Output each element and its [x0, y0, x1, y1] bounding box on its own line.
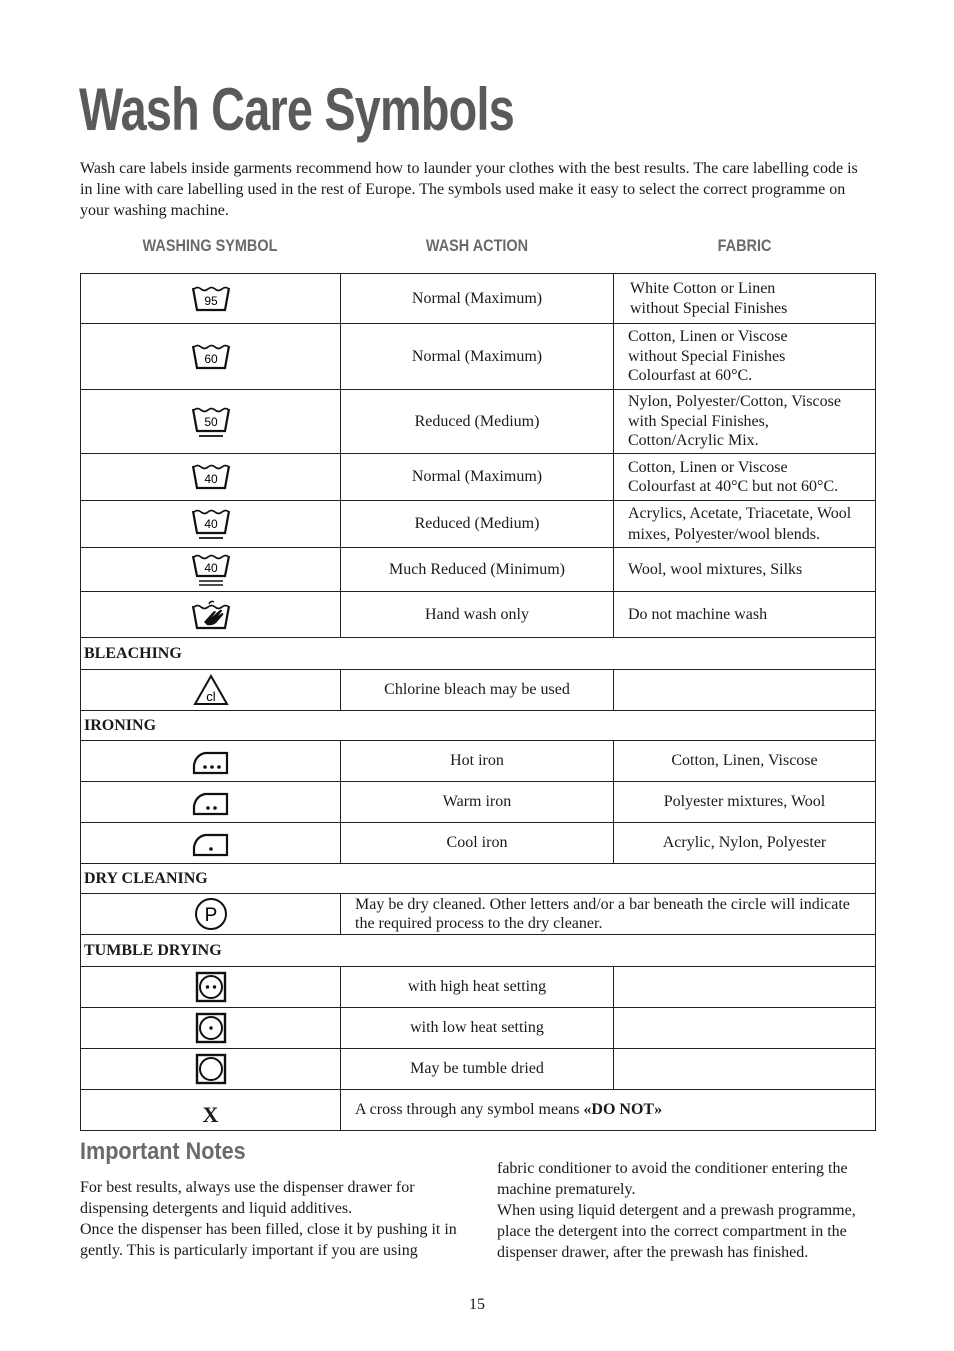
- section-label: BLEACHING: [81, 638, 876, 670]
- note-paragraph: For best results, always use the dispenser drawer for dispensing detergents and liquid additives.: [80, 1179, 415, 1217]
- wash-tub-60-icon: [191, 342, 231, 372]
- svg-text:60: 60: [203, 351, 218, 366]
- table-row: [81, 454, 876, 501]
- symbol-cell: [81, 592, 341, 638]
- section-label: TUMBLE DRYING: [81, 935, 876, 967]
- table-row: [81, 548, 876, 592]
- action-cell: Reduced (Medium): [341, 390, 614, 454]
- svg-text:40: 40: [203, 560, 218, 575]
- action-cell: May be tumble dried: [341, 1049, 614, 1090]
- notes-right-column: [497, 1158, 882, 1263]
- table-row: [81, 324, 876, 390]
- symbol-cell: [81, 454, 341, 501]
- symbol-cell: [81, 274, 341, 324]
- wash-tub-40-double-bar-icon: [191, 552, 231, 588]
- symbol-cell: [81, 670, 341, 711]
- chlorine-bleach-icon: [193, 674, 229, 706]
- table-row: [81, 1090, 876, 1131]
- iron-three-dots-icon: [191, 745, 231, 777]
- table-row: [81, 741, 876, 782]
- dry-clean-p-icon: [193, 897, 229, 931]
- symbol-cell: [81, 782, 341, 823]
- action-cell: Normal (Maximum): [341, 324, 614, 390]
- hand-wash-icon: [191, 598, 231, 632]
- iron-two-dots-icon: [191, 786, 231, 818]
- symbol-cell: [81, 1090, 341, 1131]
- cross-icon: X: [202, 1101, 219, 1127]
- section-row-tumble-drying: [81, 935, 876, 967]
- section-row-bleaching: [81, 638, 876, 670]
- svg-text:P: P: [204, 905, 217, 926]
- svg-text:50: 50: [203, 414, 218, 429]
- fabric-cell: White Cotton or Linen without Special Finishes: [614, 274, 876, 324]
- table-row: [81, 823, 876, 864]
- symbol-cell: [81, 741, 341, 782]
- table-row: [81, 1008, 876, 1049]
- action-cell: Reduced (Medium): [341, 501, 614, 548]
- fabric-cell: [614, 1049, 876, 1090]
- symbol-cell: [81, 501, 341, 548]
- tumble-dry-low-heat-icon: [195, 1012, 227, 1044]
- table-row: [81, 782, 876, 823]
- action-cell: Chlorine bleach may be used: [341, 670, 614, 711]
- fabric-cell: Do not machine wash: [614, 592, 876, 638]
- column-header-fabric: FABRIC: [717, 236, 772, 255]
- symbol-cell: [81, 390, 341, 454]
- action-cell: Normal (Maximum): [341, 274, 614, 324]
- section-row-ironing: [81, 711, 876, 741]
- cross-text: A cross through any symbol means «DO NOT»: [341, 1090, 876, 1131]
- section-label: DRY CLEANING: [81, 864, 876, 894]
- tumble-dry-high-heat-icon: [195, 971, 227, 1003]
- wash-tub-40-icon: [191, 462, 231, 492]
- dry-cleaning-text: May be dry cleaned. Other letters and/or a bar beneath the circle will indicate the required process to the dry cleaner.: [341, 894, 876, 935]
- fabric-cell: [614, 670, 876, 711]
- tumble-dry-icon: [195, 1053, 227, 1085]
- symbol-cell: [81, 1049, 341, 1090]
- fabric-cell: Wool, wool mixtures, Silks: [614, 548, 876, 592]
- fabric-cell: Cotton, Linen or Viscose without Special Finishes Colourfast at 60°C.: [614, 324, 876, 390]
- note-paragraph: fabric conditioner to avoid the conditioner entering the machine prematurely.: [497, 1160, 848, 1198]
- action-cell: Much Reduced (Minimum): [341, 548, 614, 592]
- symbol-cell: [81, 823, 341, 864]
- fabric-cell: Nylon, Polyester/Cotton, Viscose with Special Finishes, Cotton/Acrylic Mix.: [614, 390, 876, 454]
- svg-text:cl: cl: [205, 689, 216, 704]
- action-cell: Hot iron: [341, 741, 614, 782]
- symbol-cell: [81, 548, 341, 592]
- section-label: IRONING: [81, 711, 876, 741]
- care-symbols-table: [80, 273, 876, 1131]
- fabric-cell: Acrylic, Nylon, Polyester: [614, 823, 876, 864]
- table-row: [81, 390, 876, 454]
- table-row: [81, 1049, 876, 1090]
- symbol-cell: [81, 967, 341, 1008]
- table-row: [81, 592, 876, 638]
- fabric-cell: Cotton, Linen, Viscose: [614, 741, 876, 782]
- action-cell: Warm iron: [341, 782, 614, 823]
- table-row: [81, 274, 876, 324]
- iron-one-dot-icon: [191, 827, 231, 859]
- column-header-action: WASH ACTION: [425, 236, 529, 255]
- fabric-cell: Polyester mixtures, Wool: [614, 782, 876, 823]
- note-paragraph: When using liquid detergent and a prewash programme, place the detergent into the correct compartment in the dispenser drawer, after the prewash has finished.: [497, 1202, 856, 1261]
- action-cell: Cool iron: [341, 823, 614, 864]
- table-row: [81, 967, 876, 1008]
- notes-title: Important Notes: [80, 1138, 246, 1165]
- action-cell: with high heat setting: [341, 967, 614, 1008]
- action-cell: Normal (Maximum): [341, 454, 614, 501]
- note-paragraph: Once the dispenser has been filled, close it by pushing it in gently. This is particularly important if you are using: [80, 1221, 457, 1259]
- notes-left-column: [80, 1177, 465, 1261]
- intro-paragraph: Wash care labels inside garments recommend how to launder your clothes with the best results. The care labelling code is in line with care labelling used in the rest of Europe. The symbols used make it easy to select the correct programme on your washing machine.: [80, 160, 858, 219]
- section-row-dry-cleaning: [81, 864, 876, 894]
- column-header-symbol: WASHING SYMBOL: [142, 236, 278, 255]
- table-row: [81, 894, 876, 935]
- symbol-cell: [81, 894, 341, 935]
- wash-tub-40-bar-icon: [191, 507, 231, 541]
- table-row: [81, 501, 876, 548]
- wash-tub-95-icon: [191, 284, 231, 314]
- action-cell: Hand wash only: [341, 592, 614, 638]
- fabric-cell: [614, 967, 876, 1008]
- svg-text:40: 40: [203, 472, 218, 486]
- page-title: Wash Care Symbols: [79, 76, 514, 143]
- action-cell: with low heat setting: [341, 1008, 614, 1049]
- table-row: [81, 670, 876, 711]
- fabric-cell: Cotton, Linen or Viscose Colourfast at 40°C but not 60°C.: [614, 454, 876, 501]
- svg-text:95: 95: [203, 293, 218, 308]
- symbol-cell: [81, 324, 341, 390]
- svg-text:40: 40: [203, 517, 218, 531]
- fabric-cell: [614, 1008, 876, 1049]
- fabric-cell: Acrylics, Acetate, Triacetate, Wool mixes, Polyester/wool blends.: [614, 501, 876, 548]
- page-number: 15: [469, 1296, 485, 1313]
- wash-tub-50-bar-icon: [191, 405, 231, 439]
- symbol-cell: [81, 1008, 341, 1049]
